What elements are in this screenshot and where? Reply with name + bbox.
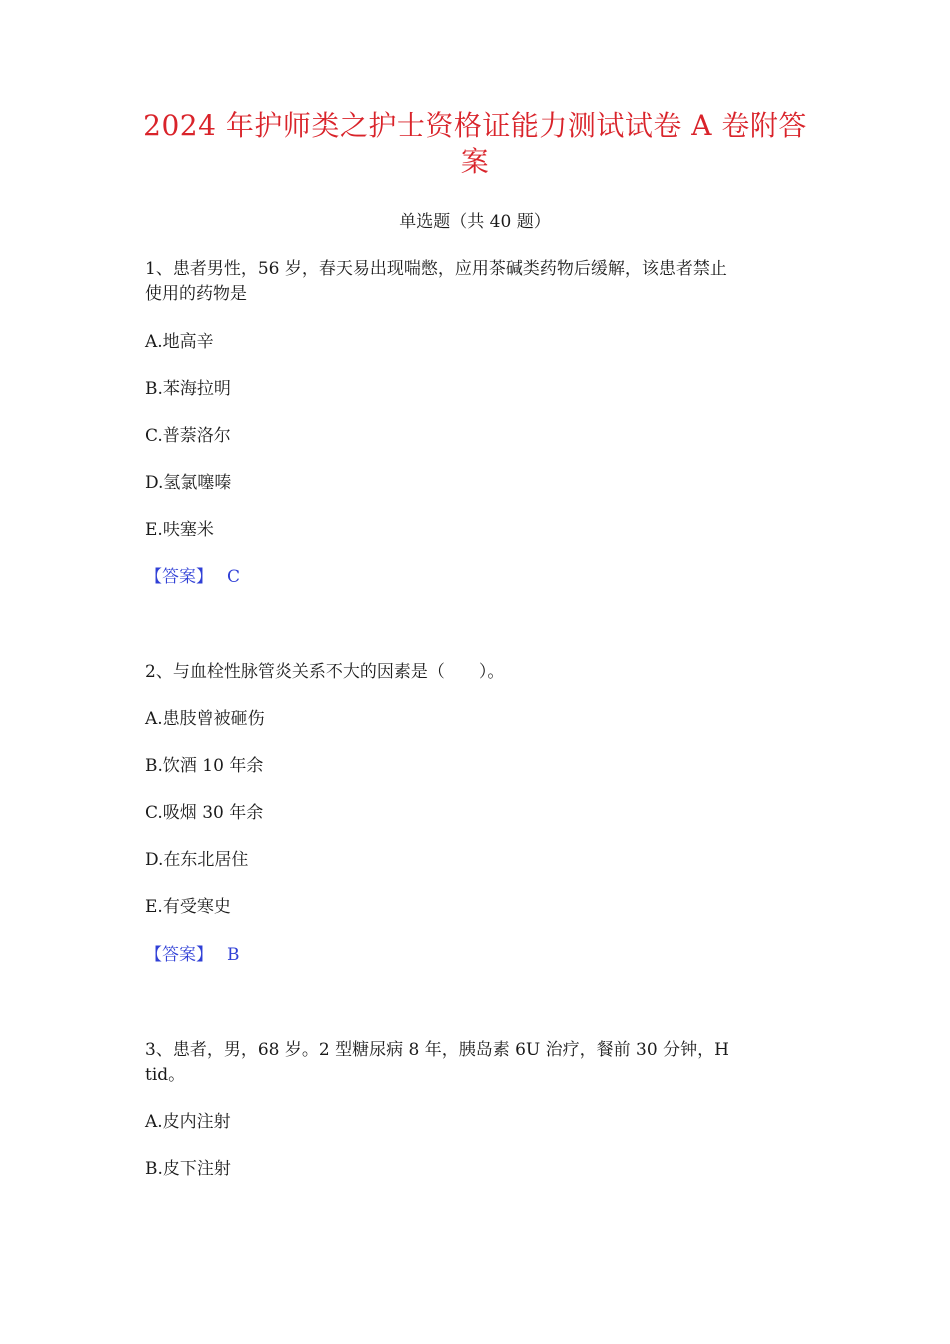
- question-2-stem-line-1: 2、与血栓性脉管炎关系不大的因素是（ ）。: [145, 662, 505, 682]
- question-3-stem-line-1: 3、患者，男，68 岁。2 型糖尿病 8 年，胰岛素 6U 治疗，餐前 30 分钟，H: [145, 1040, 729, 1060]
- answer-label: 【答案】: [145, 567, 213, 587]
- question-1-option-a: A.地高辛: [145, 332, 214, 352]
- question-2-option-a: A.患肢曾被砸伤: [145, 709, 265, 729]
- answer-value: B: [227, 945, 240, 965]
- question-2-answer: [145, 943, 240, 968]
- question-2-option-c: C.吸烟 30 年余: [145, 803, 264, 823]
- answer-value: C: [227, 567, 241, 587]
- question-1-option-c: C.普萘洛尔: [145, 426, 231, 446]
- question-3-stem-line-2: tid。: [145, 1065, 186, 1085]
- question-2-option-b: B.饮酒 10 年余: [145, 756, 264, 776]
- question-3-option-a: A.皮内注射: [145, 1112, 231, 1132]
- question-1-option-b: B.苯海拉明: [145, 379, 231, 399]
- question-2-option-d: D.在东北居住: [145, 850, 249, 870]
- title-line-2: 案: [460, 145, 490, 178]
- answer-label: 【答案】: [145, 945, 213, 965]
- document-title: [140, 108, 810, 180]
- section-heading: 单选题（共 40 题）: [399, 212, 551, 232]
- question-3-option-b: B.皮下注射: [145, 1159, 231, 1179]
- question-2-option-e: E.有受寒史: [145, 897, 231, 917]
- question-1-option-d: D.氢氯噻嗪: [145, 473, 232, 493]
- question-1-option-e: E.呋塞米: [145, 520, 214, 540]
- title-line-1: 2024 年护师类之护士资格证能力测试试卷 A 卷附答: [143, 109, 807, 142]
- question-1-answer: [145, 565, 240, 590]
- question-1-stem-line-1: 1、患者男性，56 岁，春天易出现喘憋，应用茶碱类药物后缓解，该患者禁止: [145, 259, 727, 279]
- question-1-stem-line-2: 使用的药物是: [145, 284, 247, 304]
